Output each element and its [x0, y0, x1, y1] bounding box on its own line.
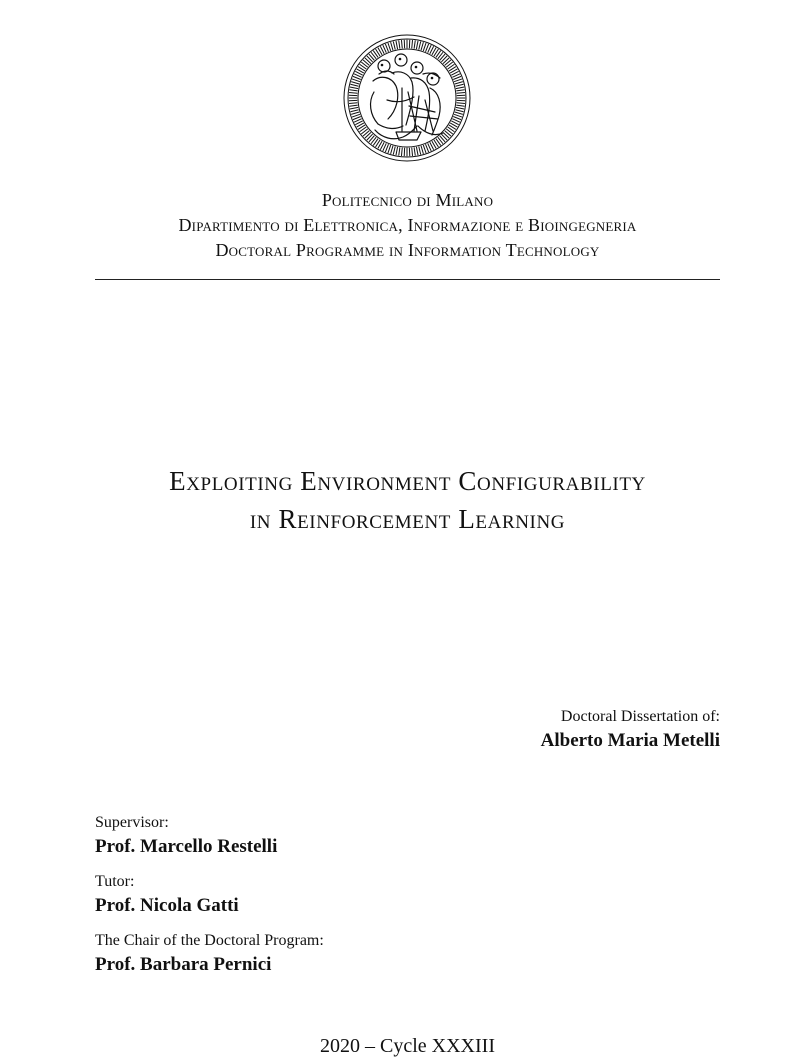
committee-list [95, 812, 324, 989]
seal-tick [399, 147, 400, 155]
university-name: Politecnico di Milano [321, 190, 494, 210]
seal-tick [350, 110, 358, 112]
tutor-name: Prof. Nicola Gatti [95, 895, 239, 916]
seal-tick [393, 146, 395, 154]
seal-tick [349, 105, 357, 106]
institution-heading [0, 188, 799, 263]
seal-tick [412, 148, 413, 156]
seal-tick [455, 112, 463, 114]
tutor-entry [95, 871, 324, 919]
seal-tick [349, 92, 357, 93]
seal-tick [396, 41, 398, 49]
supervisor-name: Prof. Marcello Restelli [95, 836, 278, 857]
title-line-1: Exploiting Environment Configurability [169, 466, 646, 496]
university-seal-icon [339, 30, 475, 166]
seal-tick [352, 79, 360, 82]
seal-tick [388, 145, 391, 153]
dissertation-label: Doctoral Dissertation of: [560, 708, 720, 725]
seal-tick [412, 40, 413, 48]
seal-tick [399, 40, 400, 48]
seal-tick [421, 146, 423, 154]
seal-tick [416, 41, 418, 49]
seal-tick [454, 114, 462, 117]
seal-tick [455, 110, 463, 112]
seal-tick [457, 103, 465, 104]
seal-tick [396, 147, 398, 155]
seal-tick [416, 147, 418, 155]
tutor-role: Tutor: [95, 873, 135, 890]
seal-tick [457, 92, 465, 93]
seal-tick [351, 112, 359, 114]
seal-tick [349, 103, 357, 104]
title-line-2: in Reinforcement Learning [249, 504, 566, 534]
seal-tick [454, 79, 462, 82]
seal-tick [421, 42, 423, 50]
doctoral-programme-name: Doctoral Programme in Information Technology [215, 240, 600, 260]
seal-tick [349, 90, 357, 91]
seal-tick [455, 84, 463, 86]
seal-tick [456, 105, 464, 106]
seal-tick [423, 145, 426, 153]
supervisor-entry [95, 812, 324, 860]
seal-tick [351, 82, 359, 84]
dissertation-title [0, 462, 799, 538]
seal-tick [350, 87, 358, 89]
seal-tick [419, 41, 421, 49]
seal-tick [388, 43, 391, 51]
seal-tick [455, 82, 463, 84]
year-cycle: 2020 – Cycle XXXIII [320, 1035, 495, 1057]
author-name: Alberto Maria Metelli [540, 730, 720, 751]
seal-tick [350, 84, 358, 86]
program-chair-name: Prof. Barbara Pernici [95, 954, 272, 975]
seal-tick [401, 40, 402, 48]
seal-tick [456, 107, 464, 109]
header-divider [95, 279, 720, 280]
seal-tick [393, 41, 395, 49]
seal-tick [419, 146, 421, 154]
seal-tick [456, 87, 464, 89]
department-name: Dipartimento di Elettronica, Informazione e Bioingegneria [178, 215, 637, 235]
seal-tick [456, 90, 464, 91]
seal-tick [414, 147, 415, 155]
seal-tick [391, 146, 393, 154]
program-chair-entry [95, 930, 324, 978]
seal-tick [391, 42, 393, 50]
seal-tick [414, 40, 415, 48]
program-chair-role: The Chair of the Doctoral Program: [95, 932, 324, 949]
supervisor-role: Supervisor: [95, 814, 169, 831]
author-block [541, 706, 720, 754]
seal-tick [401, 148, 402, 156]
seal-tick [352, 114, 360, 117]
seal-tick [423, 43, 426, 51]
seal-tick [350, 107, 358, 109]
